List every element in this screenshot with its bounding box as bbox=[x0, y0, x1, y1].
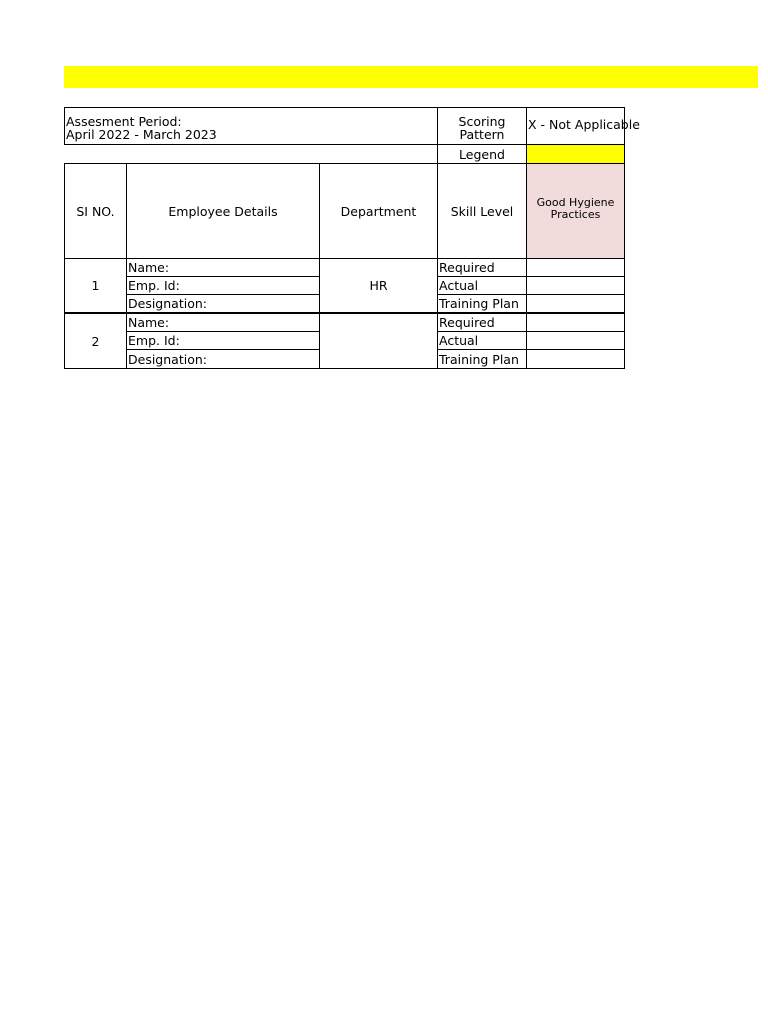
column-header-skill-level: Skill Level bbox=[450, 203, 514, 219]
legend-label: Legend bbox=[459, 146, 505, 162]
row-2-designation-label[interactable]: Designation: bbox=[128, 351, 207, 367]
row-1-designation-label[interactable]: Designation: bbox=[128, 296, 207, 311]
column-header-department: Department bbox=[340, 203, 417, 219]
row-2-department[interactable] bbox=[320, 314, 437, 368]
row-1-level-training-plan: Training Plan bbox=[439, 296, 519, 311]
grid-line bbox=[64, 368, 625, 369]
row-1-department[interactable]: HR bbox=[369, 278, 388, 293]
row-1-training-plan-cell[interactable] bbox=[527, 295, 624, 312]
row-1-actual-score-cell[interactable] bbox=[527, 277, 624, 294]
row-2-level-training-plan: Training Plan bbox=[439, 351, 519, 367]
row-2-actual-score-cell[interactable] bbox=[527, 332, 624, 349]
grid-line bbox=[624, 107, 625, 369]
legend-color-swatch bbox=[526, 145, 624, 163]
row-1-level-actual: Actual bbox=[439, 278, 479, 293]
assessment-period-label: Assesment Period: bbox=[66, 114, 182, 129]
row-1-si-no: 1 bbox=[91, 278, 100, 293]
row-2-level-actual: Actual bbox=[439, 333, 479, 348]
skill-column-header-line1: Good Hygiene bbox=[536, 196, 615, 209]
row-2-training-plan-cell[interactable] bbox=[527, 350, 624, 368]
row-2-emp-id-label[interactable]: Emp. Id: bbox=[128, 333, 180, 348]
scoring-pattern-label-line1: Scoring bbox=[458, 114, 506, 129]
column-header-employee-details: Employee Details bbox=[168, 203, 278, 219]
row-1-level-required: Required bbox=[439, 260, 495, 275]
scoring-pattern-value: X - Not Applicable bbox=[528, 117, 640, 132]
grid-line bbox=[64, 107, 625, 108]
row-1-name-label[interactable]: Name: bbox=[128, 260, 170, 275]
scoring-pattern-label-line2: Pattern bbox=[459, 127, 505, 142]
row-1-emp-id-label[interactable]: Emp. Id: bbox=[128, 278, 180, 293]
row-2-level-required: Required bbox=[439, 315, 495, 330]
assessment-period-value: April 2022 - March 2023 bbox=[66, 127, 217, 142]
row-1-required-score-cell[interactable] bbox=[527, 259, 624, 276]
column-header-si-no: SI NO. bbox=[76, 203, 115, 219]
grid-line bbox=[64, 144, 438, 145]
row-2-si-no: 2 bbox=[91, 333, 100, 349]
skill-column-header-line2: Practices bbox=[550, 208, 601, 221]
row-2-required-score-cell[interactable] bbox=[527, 314, 624, 331]
row-2-name-label[interactable]: Name: bbox=[128, 315, 170, 330]
title-banner bbox=[64, 66, 758, 88]
grid-line bbox=[64, 107, 65, 145]
